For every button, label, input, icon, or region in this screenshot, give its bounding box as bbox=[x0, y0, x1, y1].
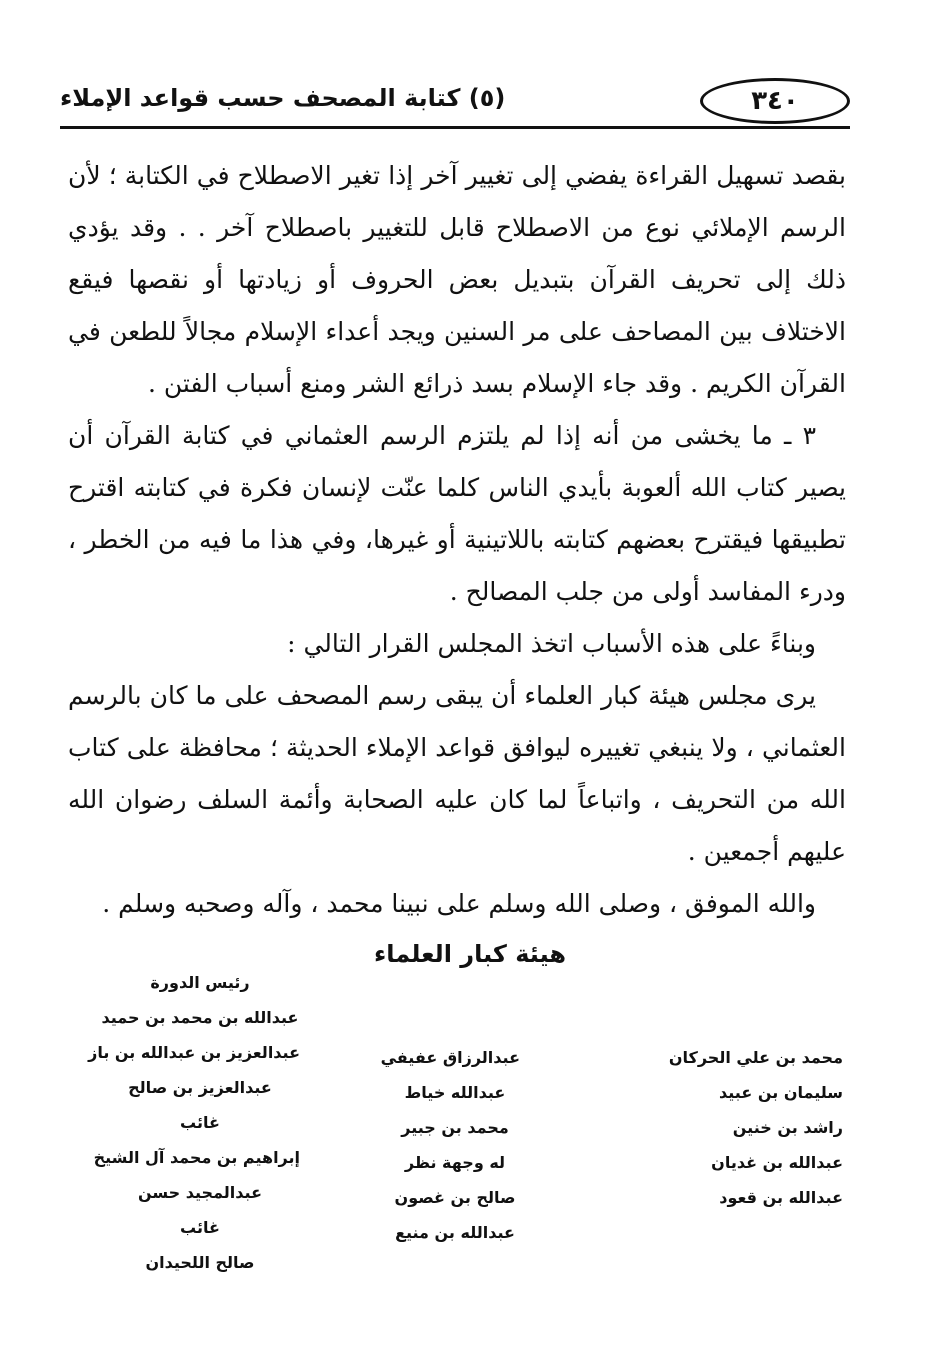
header-rule bbox=[60, 126, 850, 129]
paragraph: بقصد تسهيل القراءة يفضي إلى تغيير آخر إذا تغير الاصطلاح في الكتابة ؛ لأن الرسم الإملائي نوع من الاصطلاح قابل للتغيير باصطلاح آخر . . وقد يؤدي ذلك إلى تحريف القرآن بتبديل بعض الحروف أو زيادتها أو نقصها فيقع الاختلاف بين المصاحف على مر السنين ويجد أعداء الإسلام مجالاً للطعن في القرآن الكريم . وقد جاء الإسلام بسد ذرائع الشر ومنع أسباب الفتن . bbox=[68, 161, 846, 398]
signatory-name: عبدالعزيز بن صالح bbox=[128, 1078, 272, 1097]
signatures-left-column bbox=[88, 965, 300, 1280]
signatory-name: عبدالرزاق عفيفي bbox=[380, 1048, 520, 1067]
signatures-heading: هيئة كبار العلماء bbox=[373, 940, 567, 968]
signatory-note: له وجهة نظر bbox=[404, 1153, 506, 1172]
signatory-name: عبدالله بن منيع bbox=[395, 1223, 515, 1242]
signatory-name: عبدالله بن قعود bbox=[719, 1188, 843, 1207]
paragraph: وبناءً على هذه الأسباب اتخذ المجلس القرار التالي : bbox=[287, 629, 816, 658]
absent-note: غائب bbox=[180, 1218, 220, 1237]
signatory-name: عبدالمجيد حسن bbox=[137, 1183, 262, 1202]
absent-note: غائب bbox=[180, 1113, 220, 1132]
signatory-name: عبدالله بن محمد بن حميد bbox=[101, 1008, 299, 1027]
paragraph: يرى مجلس هيئة كبار العلماء أن يبقى رسم المصحف على ما كان بالرسم العثماني ، ولا ينبغي تغييره ليوافق قواعد الإملاء الحديثة ؛ محافظة على كتاب الله من التحريف ، واتباعاً لما كان عليه الصحابة وأئمة السلف رضوان الله عليهم أجمعين . bbox=[68, 681, 846, 866]
body-text bbox=[68, 150, 846, 930]
page-header bbox=[60, 78, 850, 128]
page-number: ٣٤٠ bbox=[700, 78, 850, 124]
signatory-name: سليمان بن عبيد bbox=[719, 1083, 843, 1102]
signatory-name: عبدالله بن غديان bbox=[711, 1153, 843, 1172]
signatures-right-column bbox=[623, 1040, 843, 1215]
running-title: (٥) كتابة المصحف حسب قواعد الإملاء bbox=[60, 84, 506, 112]
signatory-name: محمد بن جبير bbox=[401, 1118, 509, 1137]
signatory-name: صالح اللحيدان bbox=[145, 1253, 255, 1272]
signatory-name: عبدالله خياط bbox=[404, 1083, 506, 1102]
signatory-name: إبراهيم بن محمد آل الشيخ bbox=[93, 1148, 300, 1167]
signatory-name: صالح بن غصون bbox=[394, 1188, 516, 1207]
signatory-name: عبدالعزيز بن عبدالله بن باز bbox=[88, 1043, 300, 1062]
signatory-name: راشد بن خنين bbox=[732, 1118, 843, 1137]
signatory-name: محمد بن علي الحركان bbox=[668, 1048, 843, 1067]
session-chair-label: رئيس الدورة bbox=[150, 973, 250, 992]
paragraph: ٣ ـ ما يخشى من أنه إذا لم يلتزم الرسم العثماني في كتابة القرآن أن يصير كتاب الله ألعوبة بأيدي الناس كلما عنّت لإنسان فكرة في كتابته اقترح تطبيقها فيقترح بعضهم كتابته باللاتينية أو غيرها، وفي هذا ما فيه من الخطر ، ودرء المفاسد أولى من جلب المصالح . bbox=[68, 421, 846, 606]
signatures-middle-column bbox=[380, 1040, 520, 1250]
paragraph: والله الموفق ، وصلى الله وسلم على نبينا محمد ، وآله وصحبه وسلم . bbox=[102, 889, 816, 918]
